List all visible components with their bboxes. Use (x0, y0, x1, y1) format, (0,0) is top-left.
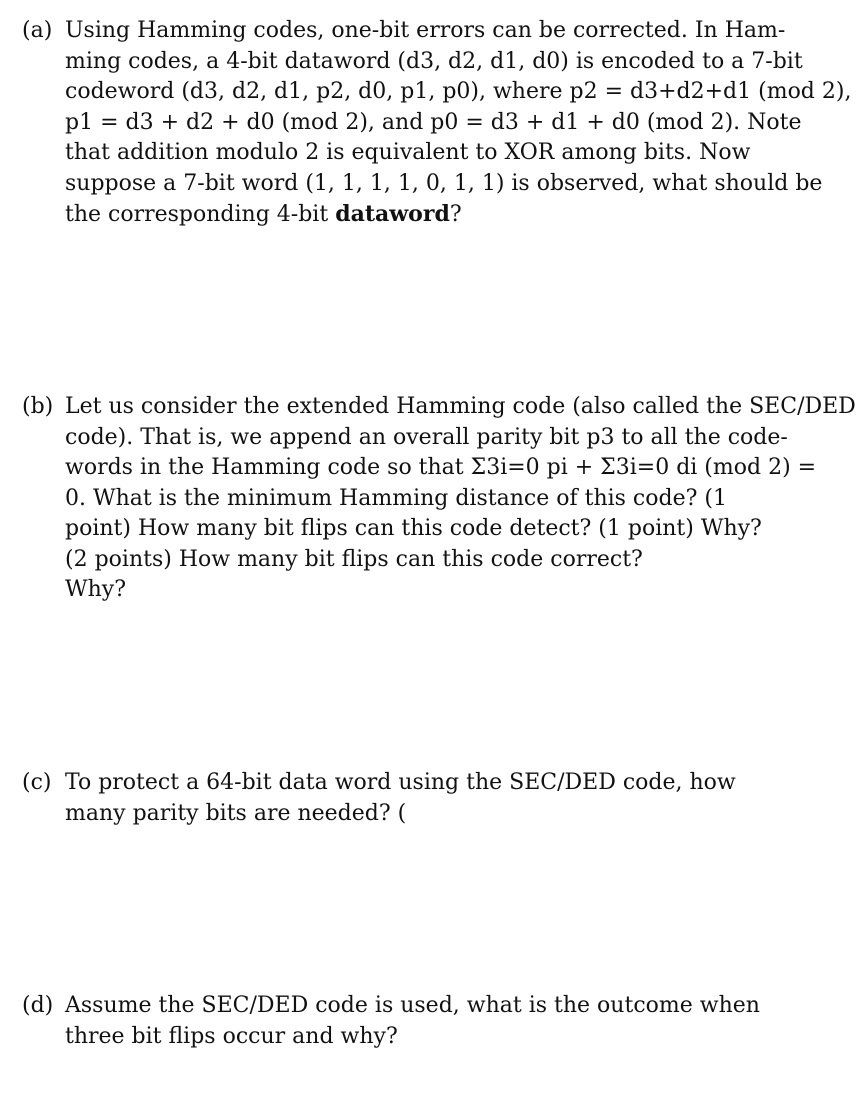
dataword-bold: dataword (335, 201, 450, 227)
question-a-line-1: Using Hamming codes, one-bit errors can be corrected. In Ham- (65, 18, 786, 43)
question-a-label: (a) (22, 18, 53, 43)
question-a-line-3: codeword (d3, d2, d1, p2, d0, p1, p0), where p2 = d3+d2+d1 (mod 2), (65, 79, 852, 104)
question-a-body (65, 16, 852, 231)
question-a-line-6: suppose a 7-bit word (1, 1, 1, 1, 0, 1, 1) is observed, what should be (65, 170, 823, 196)
question-d-line-1: Assume the SEC/DED code is used, what is the outcome when (65, 993, 760, 1018)
question-b-body (65, 392, 856, 606)
question-c-body (65, 768, 822, 829)
question-d-line-2: three bit flips occur and why? (65, 1023, 398, 1049)
question-c-label: (c) (22, 770, 52, 795)
question-a-line-4: p1 = d3 + d2 + d0 (mod 2), and p0 = d3 + d1 + d0 (mod 2). Note (65, 109, 802, 135)
question-b-line-2: code). That is, we append an overall parity bit p3 to all the code- (65, 424, 788, 450)
question-b-line-7: Why? (65, 577, 127, 602)
question-b-line-6: (2 points) How many bit flips can this code correct? (65, 546, 643, 572)
question-b-line-5: point) How many bit flips can this code detect? (1 point) Why? (65, 516, 762, 541)
question-a-line-5: that addition modulo 2 is equivalent to XOR among bits. Now (65, 140, 751, 165)
question-b-line-4: 0. What is the minimum Hamming distance of this code? (1 (65, 485, 727, 511)
question-a-line-2: ming codes, a 4-bit dataword (d3, d2, d1, d0) is encoded to a 7-bit (65, 48, 803, 74)
question-b-line-3: words in the Hamming code so that Σ3i=0 pi + Σ3i=0 di (mod 2) = (65, 455, 817, 480)
question-b (22, 392, 856, 606)
question-a (22, 16, 852, 231)
question-a-line-7 (65, 199, 822, 231)
question-c-line-2: many parity bits are needed? ( (65, 800, 407, 826)
question-d (22, 991, 822, 1052)
question-c (22, 768, 822, 829)
question-b-label: (b) (22, 394, 54, 419)
question-a-end: ? (449, 202, 462, 227)
question-a-line-7-text: the corresponding 4-bit (65, 202, 329, 227)
question-d-body (65, 991, 822, 1052)
question-b-line-1: Let us consider the extended Hamming code (also called the SEC/DED (65, 394, 856, 419)
question-d-label: (d) (22, 993, 54, 1018)
question-c-line-1: To protect a 64-bit data word using the SEC/DED code, how (65, 770, 736, 795)
